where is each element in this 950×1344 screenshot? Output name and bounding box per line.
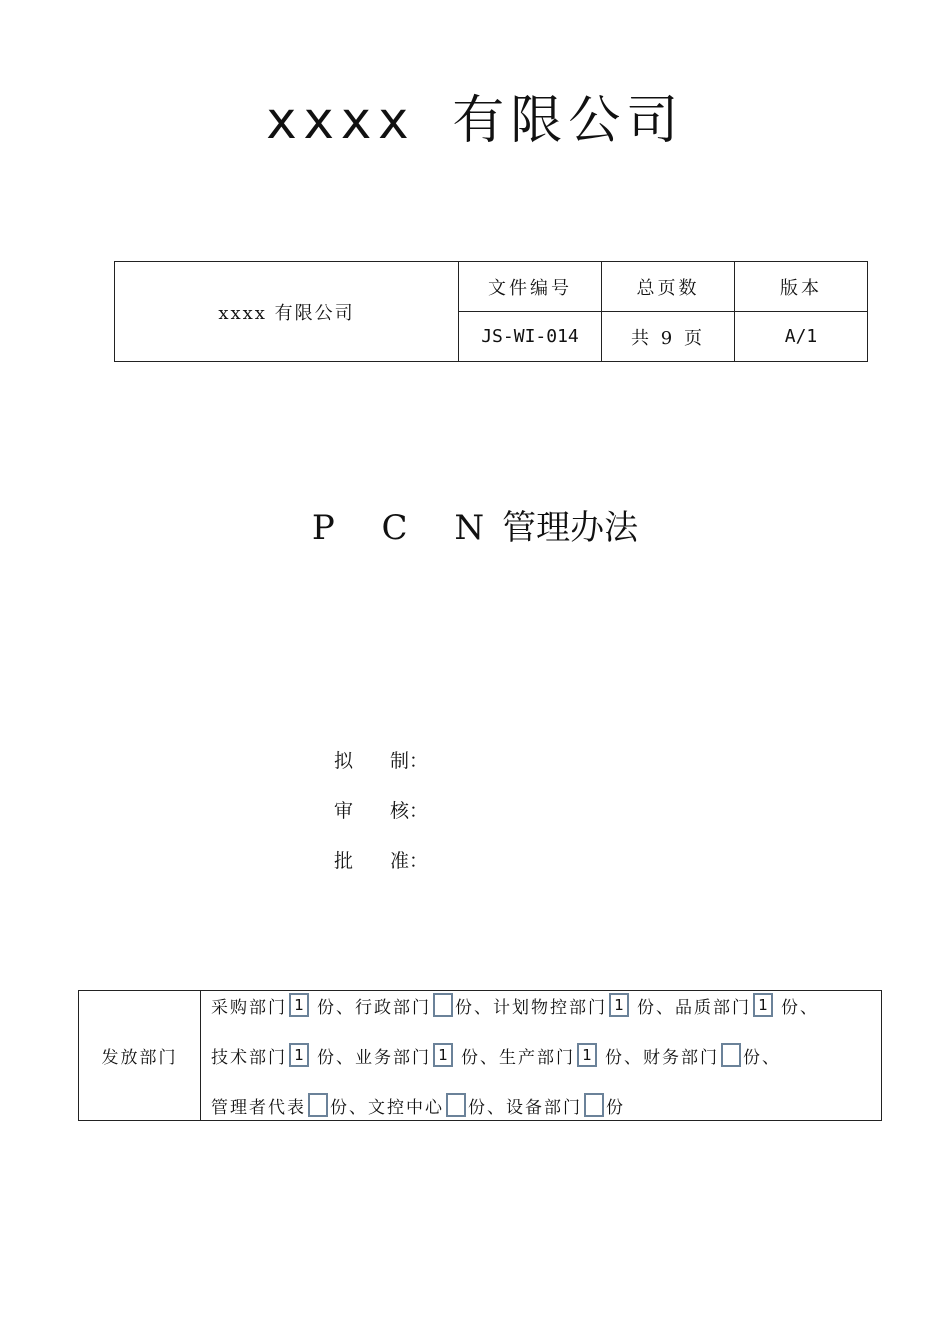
distribution-dept: 计划物控部门 (493, 997, 607, 1018)
document-info-table (114, 261, 868, 362)
signature-label-a: 拟 (334, 750, 354, 772)
copy-unit: 份、 (317, 1047, 355, 1068)
copy-count-box[interactable] (308, 1093, 328, 1117)
copy-count-box[interactable] (433, 993, 453, 1017)
copy-count-box[interactable]: 1 (609, 993, 629, 1017)
copy-unit: 份 (606, 1097, 625, 1118)
company-title: xxxx 有限公司 (265, 91, 685, 151)
distribution-dept: 技术部门 (211, 1047, 287, 1068)
distribution-table (78, 990, 882, 1121)
copy-unit: 份、 (330, 1097, 368, 1118)
copy-count-box[interactable]: 1 (753, 993, 773, 1017)
signature-drafted (334, 746, 428, 773)
copy-unit: 份、 (781, 997, 819, 1018)
distribution-line (211, 1091, 625, 1119)
signature-approved (334, 846, 428, 873)
distribution-dept: 设备部门 (506, 1097, 582, 1118)
signature-label-a: 审 (334, 800, 354, 822)
signature-label-a: 批 (334, 850, 354, 872)
copy-unit: 份、 (605, 1047, 643, 1068)
distribution-line (211, 991, 819, 1019)
document-title-letters: P C N (311, 508, 503, 548)
distribution-dept: 采购部门 (211, 997, 287, 1018)
distribution-dept: 业务部门 (355, 1047, 431, 1068)
distribution-dept: 行政部门 (355, 997, 431, 1018)
header-doc-number: 文件编号 (459, 262, 602, 312)
copy-count-box[interactable]: 1 (289, 993, 309, 1017)
signature-label-b: 制： (390, 750, 429, 772)
distribution-dept: 管理者代表 (211, 1097, 306, 1118)
copy-count-box[interactable]: 1 (289, 1043, 309, 1067)
copy-unit: 份、 (461, 1047, 499, 1068)
copy-unit: 份、 (743, 1047, 781, 1068)
distribution-lines (211, 991, 881, 1120)
distribution-label: 发放部门 (79, 991, 201, 1121)
copy-unit: 份、 (455, 997, 493, 1018)
value-version: A/1 (735, 312, 868, 362)
distribution-line (211, 1041, 781, 1069)
document-title-text: 管理办法 (502, 508, 639, 548)
document-title (0, 500, 950, 549)
distribution-dept: 财务部门 (643, 1047, 719, 1068)
copy-count-box[interactable] (446, 1093, 466, 1117)
header-version: 版本 (735, 262, 868, 312)
header-total-pages: 总页数 (602, 262, 735, 312)
copy-count-box[interactable]: 1 (577, 1043, 597, 1067)
distribution-dept: 生产部门 (499, 1047, 575, 1068)
signature-label-b: 核： (390, 800, 429, 822)
value-total-pages: 共 9 页 (602, 312, 735, 362)
value-doc-number: JS-WI-014 (459, 312, 602, 362)
copy-unit: 份、 (468, 1097, 506, 1118)
signature-label-b: 准： (390, 850, 429, 872)
copy-unit: 份、 (317, 997, 355, 1018)
copy-unit: 份、 (637, 997, 675, 1018)
copy-count-box[interactable]: 1 (433, 1043, 453, 1067)
copy-count-box[interactable] (584, 1093, 604, 1117)
signature-reviewed (334, 796, 428, 823)
copy-count-box[interactable] (721, 1043, 741, 1067)
distribution-dept: 品质部门 (675, 997, 751, 1018)
distribution-dept: 文控中心 (368, 1097, 444, 1118)
info-company-cell: xxxx 有限公司 (115, 262, 459, 362)
distribution-body (201, 991, 882, 1121)
